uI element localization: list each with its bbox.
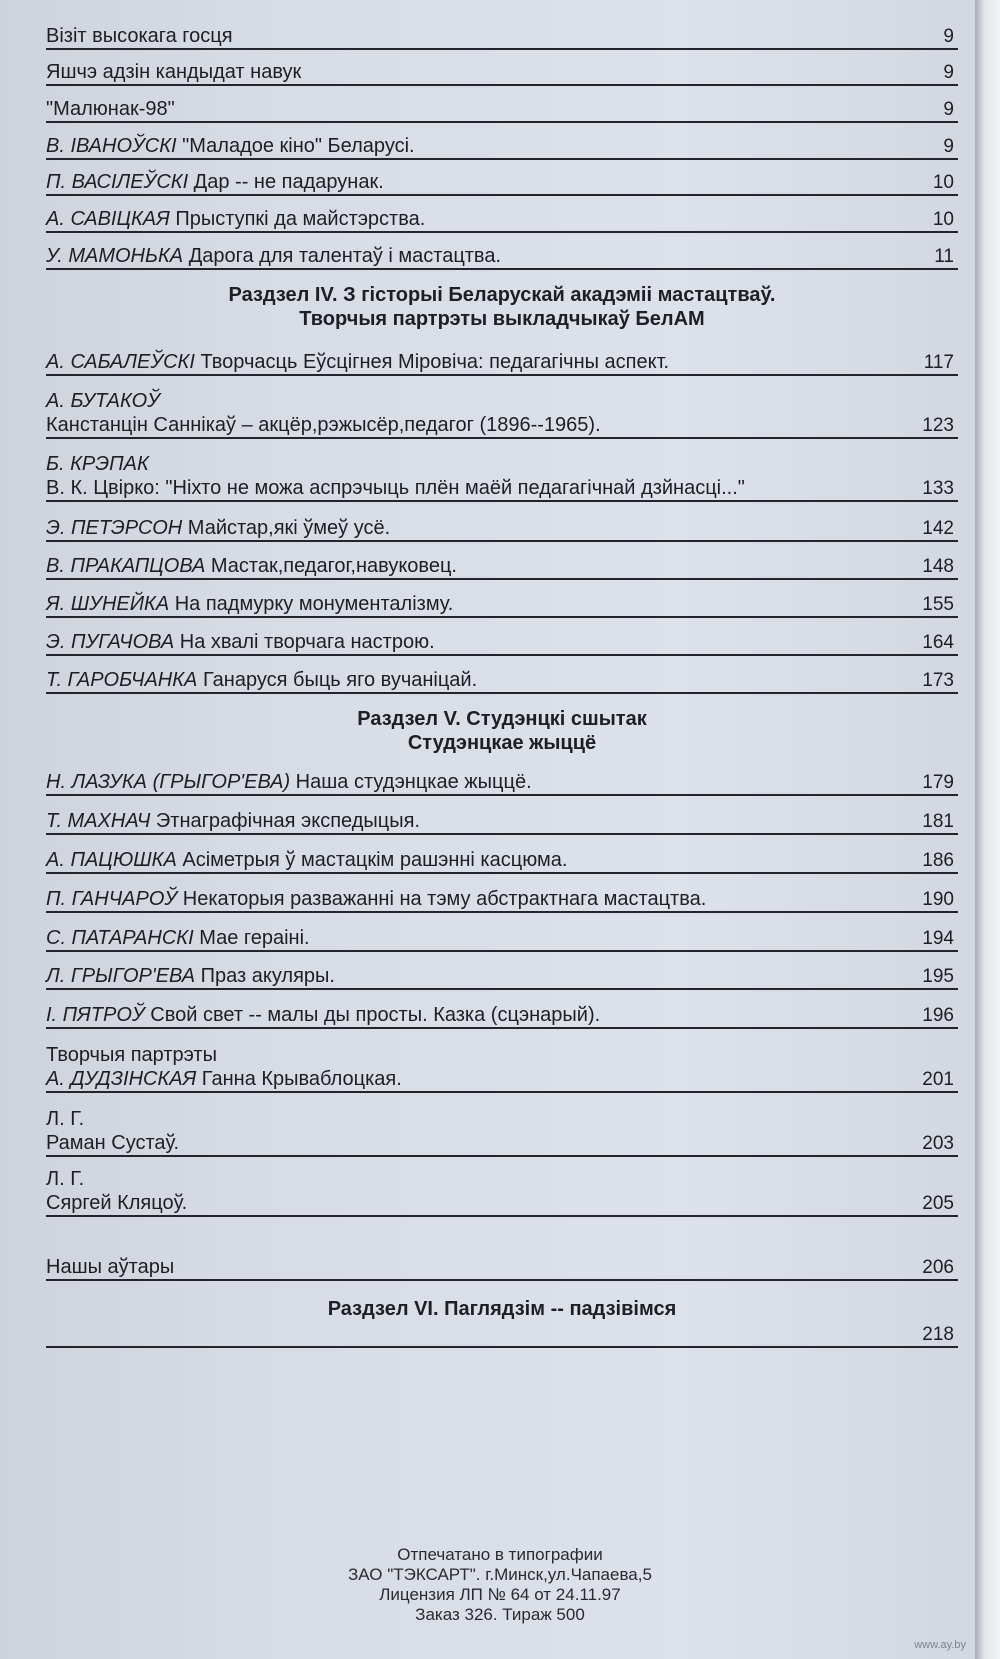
entry-page: 9 bbox=[943, 99, 954, 120]
entry-author: Т. ГАРОБЧАНКА bbox=[46, 669, 198, 691]
toc-entry bbox=[46, 97, 958, 123]
entry-page: 194 bbox=[922, 928, 954, 949]
entry-title: Прыступкі да майстэрства. bbox=[169, 208, 426, 230]
toc-entry bbox=[46, 1003, 958, 1029]
entry-author: А. САВІЦКАЯ bbox=[46, 208, 170, 230]
entry-title: Праз акуляры. bbox=[195, 965, 335, 987]
toc-entry bbox=[46, 926, 958, 952]
entry-page: 9 bbox=[943, 26, 954, 47]
toc-entry bbox=[46, 848, 958, 874]
toc-entry bbox=[46, 809, 958, 835]
entry-page: 201 bbox=[922, 1069, 954, 1090]
entry-title: Дар -- не падарунак. bbox=[188, 171, 384, 193]
entry-title: Дарога для талентаў і мастацтва. bbox=[183, 245, 502, 267]
toc-entry bbox=[46, 630, 958, 656]
toc-entry bbox=[46, 516, 958, 542]
toc-entry bbox=[46, 244, 958, 270]
entry-page: 205 bbox=[922, 1193, 954, 1214]
entry-author: А. САБАЛЕЎСКІ bbox=[46, 351, 195, 373]
entry-page: 196 bbox=[922, 1005, 954, 1026]
entry-title: Майстар,які ўмеў усё. bbox=[182, 517, 391, 539]
toc-entry bbox=[46, 1107, 958, 1157]
entry-title: Раман Сустаў. bbox=[46, 1132, 180, 1154]
toc-entry bbox=[46, 1043, 958, 1093]
entry-author: А. БУТАКОЎ bbox=[46, 390, 160, 412]
entry-author: В. ПРАКАПЦОВА bbox=[46, 555, 206, 577]
entry-author: П. ВАСІЛЕЎСКІ bbox=[46, 171, 189, 193]
section-title: Раздзел V. Студэнцкі сшытак bbox=[357, 708, 647, 730]
entry-author: А. ДУДЗІНСКАЯ bbox=[46, 1068, 197, 1090]
entry-author: У. МАМОНЬКА bbox=[46, 245, 184, 267]
section-title: Раздзел IV. З гісторыі Беларускай акадэміі мастацтваў. bbox=[228, 284, 776, 306]
toc-entry bbox=[46, 452, 958, 502]
entry-title: В. К. Цвірко: "Ніхто не можа аспрэчыць плён маёй педагагічнай дзйнасці..." bbox=[46, 477, 745, 499]
toc-entry bbox=[46, 668, 958, 694]
entry-title: Творчасць Еўсцігнея Міровіча: педагагічны аспект. bbox=[194, 351, 670, 373]
entry-title: Канстанцін Саннікаў – акцёр,рэжысёр,педагог (1896--1965). bbox=[46, 414, 601, 436]
toc-entry bbox=[46, 24, 958, 50]
section-heading bbox=[46, 1298, 958, 1348]
imprint bbox=[0, 1545, 1000, 1625]
entry-page: 133 bbox=[922, 478, 954, 499]
entry-title: Нашы аўтары bbox=[46, 1256, 175, 1278]
entry-author: Э. ПЕТЭРСОН bbox=[46, 517, 183, 539]
entry-page: 181 bbox=[922, 811, 954, 832]
toc-entry bbox=[46, 770, 958, 796]
entry-author: П. ГАНЧАРОЎ bbox=[46, 888, 178, 910]
entry-author: Б. КРЭПАК bbox=[46, 453, 149, 475]
entry-page: 9 bbox=[943, 136, 954, 157]
entry-title: Ганна Крываблоцкая. bbox=[196, 1068, 402, 1090]
entry-title: Наша студэнцкае жыццё. bbox=[290, 771, 532, 793]
entry-author: Н. ЛАЗУКА (ГРЫГОР'ЕВА) bbox=[46, 771, 291, 793]
entry-page: 142 bbox=[922, 518, 954, 539]
entry-author: С. ПАТАРАНСКІ bbox=[46, 927, 194, 949]
entry-page: 123 bbox=[922, 415, 954, 436]
entry-page: 186 bbox=[922, 850, 954, 871]
section-subtitle: Творчыя партрэты выкладчыкаў БелАМ bbox=[299, 308, 705, 330]
entry-page: 218 bbox=[922, 1324, 954, 1345]
entry-page: 195 bbox=[922, 966, 954, 987]
entry-title: Мастак,педагог,навуковец. bbox=[205, 555, 457, 577]
entry-author: І. ПЯТРОЎ bbox=[46, 1004, 145, 1026]
entry-author: Т. МАХНАЧ bbox=[46, 810, 151, 832]
entry-title: Ганаруся быць яго вучаніцай. bbox=[197, 669, 478, 691]
toc-entry bbox=[46, 134, 958, 160]
entry-page: 203 bbox=[922, 1133, 954, 1154]
entry-title: На хвалі творчага настрою. bbox=[174, 631, 435, 653]
entry-title: Мае гераіні. bbox=[193, 927, 310, 949]
entry-author: Л. ГРЫГОР'ЕВА bbox=[46, 965, 196, 987]
entry-author: Л. Г. bbox=[46, 1168, 85, 1190]
toc-entry bbox=[46, 207, 958, 233]
toc-entry bbox=[46, 592, 958, 618]
entry-title: Этнаграфічная экспедыцыя. bbox=[150, 810, 421, 832]
entry-page: 155 bbox=[922, 594, 954, 615]
entry-title: На падмурку монументалізму. bbox=[169, 593, 454, 615]
entry-page: 10 bbox=[932, 209, 954, 230]
toc-entry bbox=[46, 60, 958, 86]
section-subtitle: Студэнцкае жыццё bbox=[407, 732, 597, 754]
imprint-line: ЗАО "ТЭКСАРТ". г.Минск,ул.Чапаева,5 bbox=[348, 1565, 652, 1584]
entry-page: 179 bbox=[922, 772, 954, 793]
section-title: Раздзел VI. Паглядзім -- падзівімся bbox=[327, 1298, 677, 1320]
entry-author: Я. ШУНЕЙКА bbox=[46, 593, 170, 615]
entry-title: Яшчэ адзін кандыдат навук bbox=[46, 61, 302, 83]
entry-title: Сяргей Кляцоў. bbox=[46, 1192, 188, 1214]
toc-entry bbox=[46, 887, 958, 913]
entry-page: 9 bbox=[943, 62, 954, 83]
entry-page: 206 bbox=[922, 1257, 954, 1278]
section-heading bbox=[46, 283, 958, 331]
toc-entry bbox=[46, 350, 958, 376]
entry-page: 148 bbox=[922, 556, 954, 577]
entry-title: Некаторыя разважанні на тэму абстрактнага мастацтва. bbox=[177, 888, 707, 910]
entry-author: Э. ПУГАЧОВА bbox=[46, 631, 175, 653]
entry-title: "Маладое кіно" Беларусі. bbox=[176, 135, 415, 157]
toc-entry bbox=[46, 1167, 958, 1217]
toc-entry bbox=[46, 964, 958, 990]
entry-author: В. ІВАНОЎСКІ bbox=[46, 135, 177, 157]
imprint-line: Отпечатано в типографии bbox=[397, 1545, 603, 1564]
entry-prefix: Творчыя партрэты bbox=[46, 1044, 217, 1066]
entry-author: Л. Г. bbox=[46, 1108, 85, 1130]
toc-entry bbox=[46, 170, 958, 196]
entry-title: Свой свет -- малы ды просты. Казка (сцэнарый). bbox=[144, 1004, 601, 1026]
section-heading bbox=[46, 707, 958, 755]
entry-title: Візіт высокага госця bbox=[46, 25, 233, 47]
entry-page: 117 bbox=[923, 352, 954, 373]
entry-page: 10 bbox=[932, 172, 954, 193]
entry-author: А. ПАЦЮШКА bbox=[46, 849, 177, 871]
entry-page: 11 bbox=[934, 246, 954, 267]
toc-entry bbox=[46, 389, 958, 439]
entry-page: 190 bbox=[922, 889, 954, 910]
toc-entry bbox=[46, 554, 958, 580]
page-edge bbox=[975, 0, 1000, 1659]
imprint-line: Лицензия ЛП № 64 от 24.11.97 bbox=[379, 1585, 621, 1604]
entry-title: Асіметрыя ў мастацкім рашэнні касцюма. bbox=[176, 849, 568, 871]
entry-page: 173 bbox=[922, 670, 954, 691]
entry-title: "Малюнак-98" bbox=[46, 98, 175, 120]
imprint-line: Заказ 326. Тираж 500 bbox=[415, 1605, 585, 1624]
toc-entry bbox=[46, 1255, 958, 1281]
entry-page: 164 bbox=[922, 632, 954, 653]
watermark: www.ay.by bbox=[914, 1639, 966, 1651]
